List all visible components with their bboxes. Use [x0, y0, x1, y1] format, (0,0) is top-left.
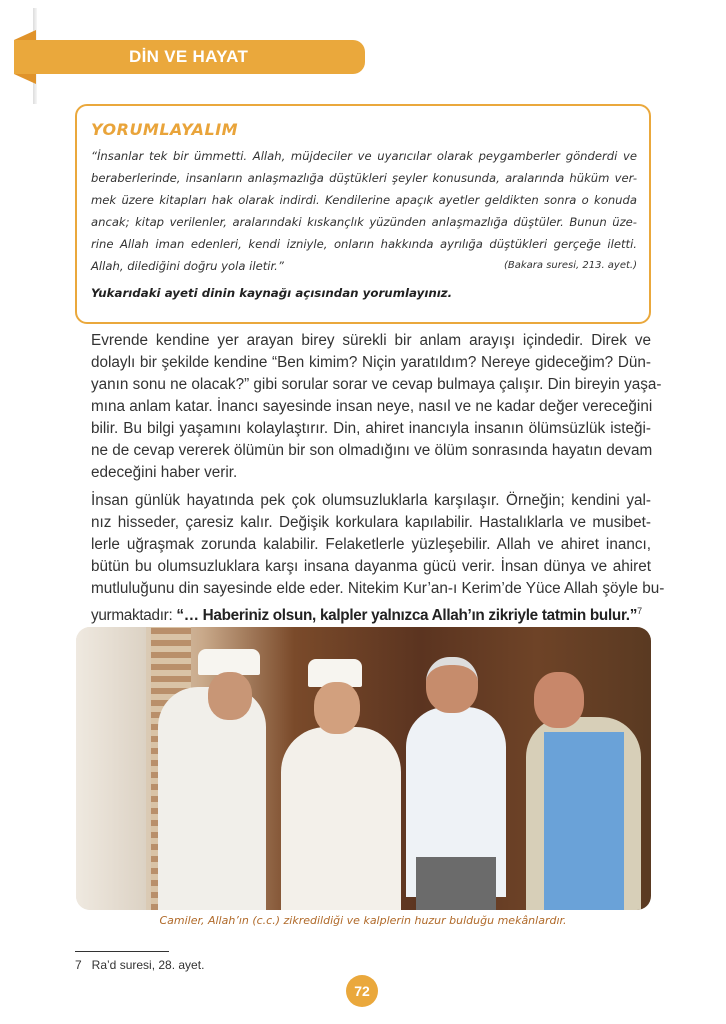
- photo-caption: Camiler, Allah’ın (c.c.) zikredildiği ve kalplerin huzur bulduğu mekânlardır.: [159, 914, 567, 927]
- footnote: 7 Ra’d suresi, 28. ayet.: [75, 958, 205, 972]
- paragraph-line: bilir. Bu bilgi yaşamını kolaylaştırır. Din, ahiret inancıyla insanın ölümsüzlük isteği-: [91, 420, 651, 437]
- verse-line: “İnsanlar tek bir ümmetti. Allah, müjdeciler ve uyarıcılar olarak peygamberler gönderdi ve: [91, 149, 637, 163]
- yorumlayalim-box: [75, 104, 651, 324]
- chapter-header: DİN VE HAYAT: [14, 40, 365, 74]
- verse-line: rine Allah iman edenleri, kendi izniyle, onların hakkında ayrılığa düştükleri gerçeğe iletti.: [91, 237, 637, 251]
- paragraph-line: mutluluğunu din sayesinde elde eder. Nitekim Kur’an-ı Kerim’de Yüce Allah şöyle bu-: [91, 580, 665, 597]
- paragraph-line: dolaylı bir şekilde kendine “Ben kimim? Niçin yaratıldım? Nereye gideceğim? Dün-: [91, 354, 651, 371]
- box-title: YORUMLAYALIM: [91, 120, 239, 139]
- line-text: yurmaktadır:: [91, 607, 177, 625]
- paragraph-line: mına anlam katar. İnancı sayesinde insan neye, nasıl ve ne kadar değer vereceğini: [91, 398, 653, 415]
- paragraph-line: nız hisseder, çaresiz kalır. Değişik korkulara kapılabilir. Hastalıklarla ve musibet-: [91, 514, 651, 531]
- box-question: Yukarıdaki ayeti dinin kaynağı açısından yorumlayınız.: [91, 286, 453, 300]
- paragraph-line: edeceğini haber verir.: [91, 464, 238, 481]
- header-ribbon-fold: [14, 30, 36, 40]
- paragraph-line: bütün bu olumsuzluklara karşı insana dayanma gücü verir. İnsan dünya ve ahiret: [91, 558, 651, 575]
- paragraph-line: ne de cevap vererek ölümün bir son olmadığını ve ölüm sonrasında hayatın devam: [91, 442, 653, 459]
- verse-line: beraberlerinde, insanların anlaşmazlığa düştükleri şeyler konusunda, aralarında hüküm ver-: [91, 171, 637, 185]
- header-ribbon-fold: [14, 74, 36, 84]
- body-text: [91, 330, 665, 627]
- footnote-divider: [75, 951, 169, 952]
- paragraph-line: [91, 600, 651, 627]
- verse-reference: (Bakara suresi, 213. ayet.): [503, 260, 637, 271]
- verse-line: mek üzere kitapları hak olarak indirdi. Kendilerine apaçık ayetler geldikten sonra o konuda: [91, 193, 637, 207]
- verse-line: Allah, dilediğini doğru yola iletir.”: [91, 259, 284, 273]
- footnote-mark: 7: [637, 606, 642, 616]
- paragraph-line: yanın sonu ne olacak?” gibi sorular sorar ve cevap bulmaya çalışır. Din bireyin yaşa-: [91, 376, 662, 393]
- quoted-verse: “… Haberiniz olsun, kalpler yalnızca Allah’ın zikriyle tatmin bulur.”: [176, 607, 638, 625]
- paragraph-line: lerle uğraşmak zorunda kalabilir. Felaketlerle yüzleşebilir. Allah ve ahiret inancı,: [91, 536, 651, 553]
- paragraph-line: İnsan günlük hayatında pek çok olumsuzluklarla karşılaşır. Örneğin; kendini yal-: [91, 492, 651, 509]
- page-number: 72: [346, 975, 378, 1007]
- paragraph-line: Evrende kendine yer arayan birey sürekli bir anlam arayışı içindedir. Direk ve: [91, 332, 651, 349]
- mosque-photo: [76, 627, 651, 910]
- verse-line: ancak; kitap verilenler, aralarındaki kıskançlık yüzünden anlaşmazlığa düştüler. Bunun üze-: [91, 215, 637, 229]
